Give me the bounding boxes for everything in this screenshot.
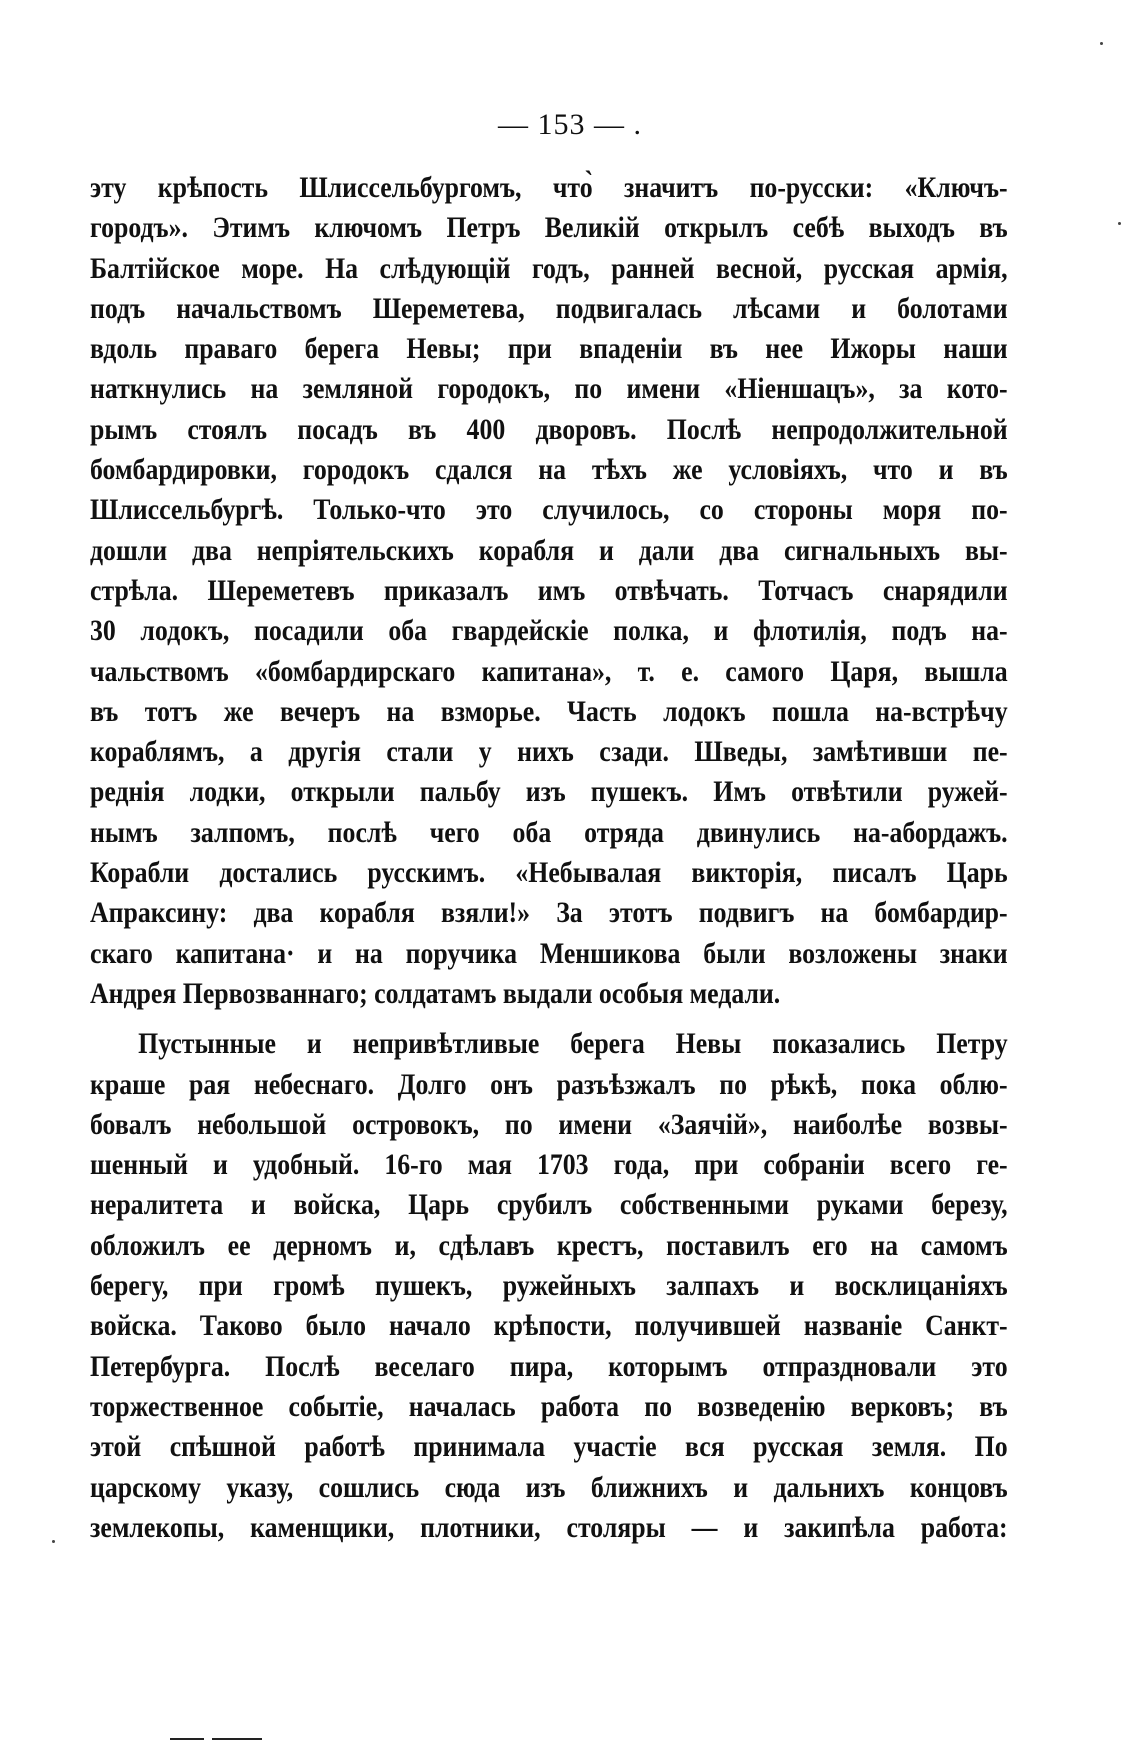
text-line: 30 лодокъ, посадили оба гвардейскіе полка, и флотилія, подъ на- — [90, 614, 1008, 648]
text-line: городъ». Этимъ ключомъ Петръ Великій открылъ себѣ выходъ въ — [90, 211, 1008, 245]
text-line: бовалъ небольшой островокъ, по имени «Заячій», наиболѣе возвы- — [90, 1107, 1008, 1141]
page-number: — 153 — . — [498, 108, 642, 141]
print-speck — [1100, 42, 1103, 45]
print-speck — [52, 1540, 55, 1543]
text-line: Апраксину: два корабля взяли!» За этотъ подвигъ на бомбардир- — [90, 896, 1008, 930]
text-line: Андрея Первозваннаго; солдатамъ выдали особыя медали. — [90, 976, 781, 1010]
text-line: этой спѣшной работѣ принимала участіе вся русская земля. По — [90, 1430, 1008, 1464]
paragraph-2 — [90, 1024, 1008, 1548]
text-line: берегу, при громѣ пушекъ, ружейныхъ залпахъ и восклицаніяхъ — [90, 1269, 1008, 1303]
paragraph-1 — [90, 168, 1008, 1014]
footer-rule — [170, 1738, 204, 1740]
text-line: царскому указу, сошлись сюда изъ ближнихъ и дальнихъ концовъ — [90, 1470, 1008, 1504]
text-line: Шлиссельбургѣ. Только-что это случилось, со стороны моря по- — [90, 493, 1008, 527]
text-line: эту крѣпость Шлиссельбургомъ, что̀ значитъ по-русски: «Ключъ- — [90, 171, 1008, 204]
text-line: нымъ залпомъ, послѣ чего оба отряда двинулись на-абордажъ. — [90, 815, 1008, 849]
text-line: краше рая небеснаго. Долго онъ разъѣзжалъ по рѣкѣ, пока облю- — [90, 1067, 1008, 1101]
text-line: Корабли достались русскимъ. «Небывалая викторія, писалъ Царь — [90, 856, 1008, 890]
text-line: Пустынные и непривѣтливые берега Невы показались Петру — [138, 1027, 1008, 1061]
text-line: кораблямъ, а другія стали у нихъ сзади. Шведы, замѣтивши пе- — [90, 735, 1008, 769]
text-line: вдоль праваго берега Невы; при впаденіи въ нее Ижоры наши — [90, 332, 1008, 366]
text-line: войска. Таково было начало крѣпости, получившей названіе Санкт- — [90, 1309, 1008, 1343]
text-line: Балтійское море. На слѣдующій годъ, ранней весной, русская армія, — [90, 251, 1008, 285]
footer-rule — [212, 1738, 262, 1740]
text-line: скаго капитана· и на поручика Меншикова были возложены знаки — [90, 936, 1008, 970]
text-line: обложилъ ее дерномъ и, сдѣлавъ крестъ, поставилъ его на самомъ — [90, 1228, 1008, 1262]
text-line: шенный и удобный. 16-го мая 1703 года, при собраніи всего ге- — [90, 1148, 1008, 1182]
text-line: нералитета и войска, Царь срубилъ собственными руками березу, — [90, 1188, 1008, 1222]
text-line: рымъ стоялъ посадъ въ 400 дворовъ. Послѣ непродолжительной — [90, 412, 1008, 446]
text-line: Петербурга. Послѣ веселаго пира, которымъ отпраздновали это — [90, 1349, 1008, 1383]
text-line: реднія лодки, открыли пальбу изъ пушекъ. Имъ отвѣтили ружей- — [90, 775, 1008, 809]
text-line: чальствомъ «бомбардирскаго капитана», т. е. самого Царя, вышла — [90, 654, 1008, 688]
print-speck — [1118, 222, 1121, 225]
text-line: дошли два непріятельскихъ корабля и дали два сигнальныхъ вы- — [90, 533, 1008, 567]
text-line: подъ начальствомъ Шереметева, подвигалась лѣсами и болотами — [90, 291, 1008, 325]
paragraph-gap — [90, 1014, 1008, 1024]
text-line: стрѣла. Шереметевъ приказалъ имъ отвѣчать. Тотчасъ снарядили — [90, 573, 1008, 607]
text-line: бомбардировки, городокъ сдался на тѣхъ же условіяхъ, что и въ — [90, 453, 1008, 487]
body-text — [90, 168, 1008, 1548]
text-line: въ тотъ же вечеръ на взморье. Часть лодокъ пошла на-встрѣчу — [90, 694, 1008, 728]
text-line: торжественное событіе, началась работа по возведенію верковъ; въ — [90, 1389, 1008, 1423]
text-line: землекопы, каменщики, плотники, столяры — и закипѣла работа: — [90, 1510, 1008, 1544]
text-line: наткнулись на земляной городокъ, по имени «Ніеншацъ», за кото- — [90, 372, 1008, 406]
